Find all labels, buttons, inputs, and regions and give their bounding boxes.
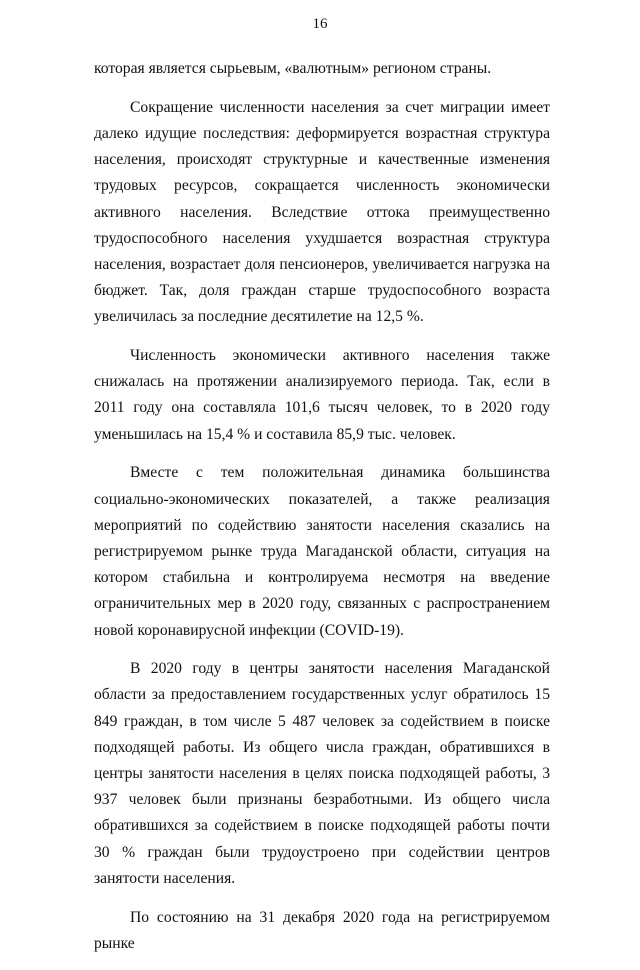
paragraph-employment-centers-2020: В 2020 году в центры занятости населения Магаданской области за предоставлением государственных услуг обратилось 15 849 граждан, в том числе 5 487 человек за содействием в поиске подходящей работы. Из общего числа граждан, обратившихся в центры занятости населения в целях поиска подходящей работы, 3 937 человек были признаны безработными. Из общего числа обратившихся за содействием в поиске подходящей работы почти 30 % граждан были трудоустроено при содействии центров занятости населения. <box>94 660 550 887</box>
paragraph-year-end-status: По состоянию на 31 декабря 2020 года на регистрируемом рынке <box>94 908 550 952</box>
page-number: 16 <box>312 16 328 32</box>
document-body <box>94 56 550 970</box>
paragraph-labor-market-stability: Вместе с тем положительная динамика большинства социально-экономических показателей, а также реализация мероприятий по содействию занятости населения сказались на регистрируемом рынке труда Магаданской области, ситуация на котором стабильна и контролируема несмотря на введение ограничительных мер в 2020 году, связанных с распространением новой коронавирусной инфекции (COVID-19). <box>94 464 550 639</box>
paragraph-continuation: которая является сырьевым, «валютным» регионом страны. <box>94 60 492 77</box>
paragraph-migration-consequences: Сокращение численности населения за счет миграции имеет далеко идущие последствия: деформируется возрастная структура населения, происходят структурные и качественные изменения трудовых ресурсов, сокращается численность экономически активного населения. Вследствие оттока преимущественно трудоспособного населения ухудшается возрастная структура населения, возрастает доля пенсионеров, увеличивается нагрузка на бюджет. Так, доля граждан старше трудоспособного возраста увеличилась за последние десятилетие на 12,5 %. <box>94 98 550 326</box>
paragraph-active-population: Численность экономически активного населения также снижалась на протяжении анализируемого периода. Так, если в 2011 году она составляла 101,6 тысяч человек, то в 2020 году уменьшилась на 15,4 % и составила 85,9 тыс. человек. <box>94 347 550 443</box>
